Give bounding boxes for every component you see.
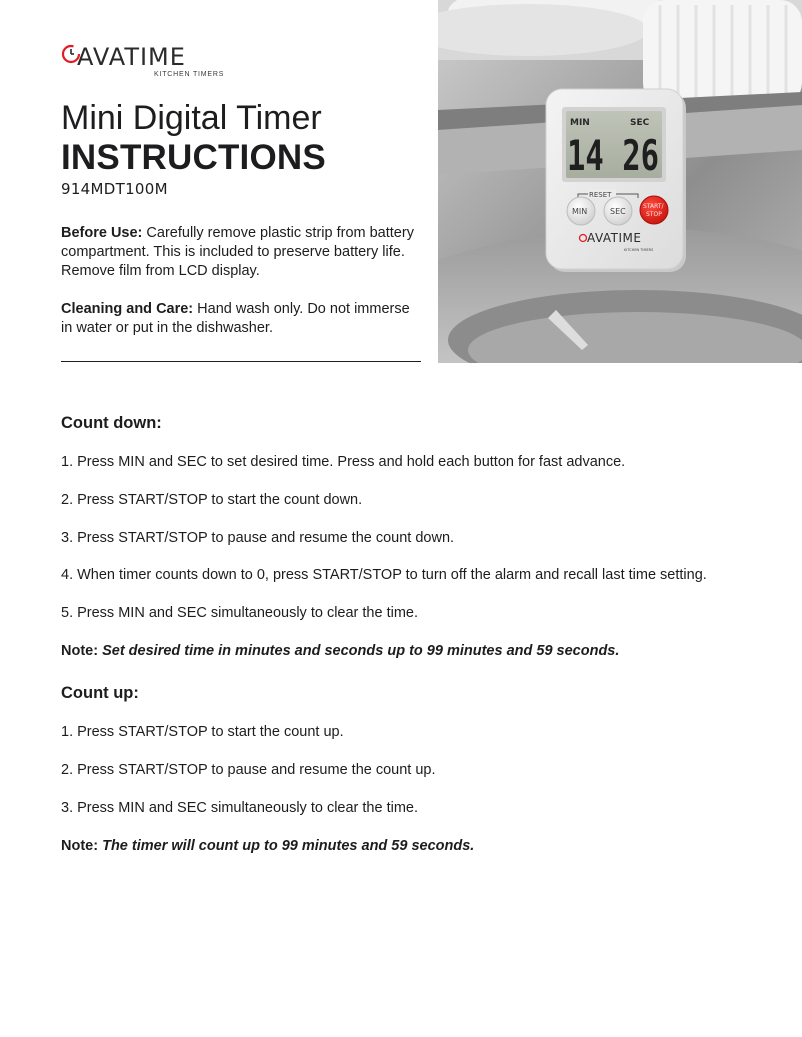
cleaning-text: Hand wash only. Do not immerse in water or put in the dishwasher. bbox=[61, 301, 410, 336]
cleaning-paragraph bbox=[61, 300, 421, 338]
count-down-note-text: Set desired time in minutes and seconds up to 99 minutes and 59 seconds. bbox=[98, 643, 620, 659]
count-down-step-2: 2. Press START/STOP to start the count down. bbox=[61, 492, 363, 508]
photo-sec-button: SEC bbox=[610, 207, 626, 216]
count-down-note bbox=[61, 642, 619, 660]
lcd-digits: 14 26 bbox=[567, 131, 659, 180]
before-use-label: Before Use: bbox=[61, 225, 143, 241]
brand-tagline: KITCHEN TIMERS bbox=[154, 71, 225, 78]
count-down-step-4: 4. When timer counts down to 0, press START/STOP to turn off the alarm and recall last time setting. bbox=[61, 567, 707, 583]
count-up-step-1: 1. Press START/STOP to start the count up. bbox=[61, 724, 344, 740]
page-title: Mini Digital Timer bbox=[61, 99, 322, 137]
lcd-sec-label: SEC bbox=[630, 118, 650, 128]
count-down-note-label: Note: bbox=[61, 643, 99, 659]
divider bbox=[61, 361, 421, 362]
page-subtitle: INSTRUCTIONS bbox=[61, 138, 326, 177]
count-up-step-3: 3. Press MIN and SEC simultaneously to clear the time. bbox=[61, 800, 419, 816]
product-photo bbox=[438, 0, 802, 363]
before-use-paragraph bbox=[61, 224, 421, 281]
count-up-step-2: 2. Press START/STOP to pause and resume the count up. bbox=[61, 762, 436, 778]
count-up-heading: Count up: bbox=[61, 684, 139, 702]
timer-photo-illustration bbox=[438, 0, 802, 363]
count-down-heading: Count down: bbox=[61, 414, 162, 432]
before-use-text: Carefully remove plastic strip from battery compartment. This is included to preserve battery life. Remove film from LCD display. bbox=[61, 225, 414, 279]
cleaning-label: Cleaning and Care: bbox=[61, 301, 194, 317]
lcd-min-label: MIN bbox=[570, 118, 590, 128]
photo-start-button-line2: STOP bbox=[646, 211, 662, 218]
photo-min-button: MIN bbox=[572, 207, 588, 216]
photo-start-button-line1: START/ bbox=[643, 203, 664, 210]
count-up-note bbox=[61, 837, 474, 855]
count-down-step-5: 5. Press MIN and SEC simultaneously to clear the time. bbox=[61, 605, 419, 621]
reset-label: RESET bbox=[589, 191, 612, 199]
model-number: 914MDT100M bbox=[61, 180, 168, 198]
count-up-note-label: Note: bbox=[61, 838, 99, 854]
count-down-step-3: 3. Press START/STOP to pause and resume the count down. bbox=[61, 530, 455, 546]
count-up-note-text: The timer will count up to 99 minutes and 59 seconds. bbox=[98, 838, 475, 854]
device-tagline: KITCHEN TIMERS bbox=[624, 248, 654, 252]
device-brand: AVATIME bbox=[587, 231, 642, 245]
brand-name: AVATIME bbox=[77, 43, 186, 71]
count-down-step-1: 1. Press MIN and SEC to set desired time. Press and hold each button for fast advance. bbox=[61, 454, 626, 470]
brand-logo bbox=[61, 42, 225, 82]
